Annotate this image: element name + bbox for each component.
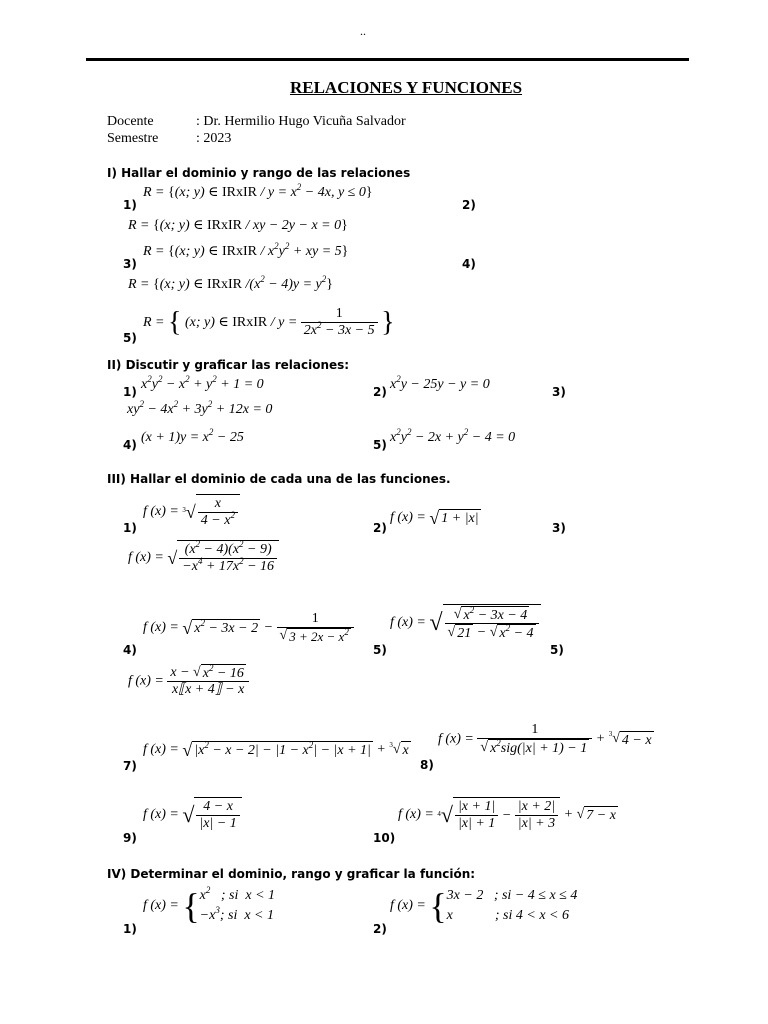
function-formula: f (x) = $\frac{x - √ x^2 - 16}{x⟦x + 4⟧ - x}$ bbox=[128, 664, 249, 698]
function-formula: f (x) = √ $|x^2 - x - 2| - |1 - x^2| - |x + 1| + ^3√$ x bbox=[143, 740, 409, 760]
semester-label: Semestre bbox=[107, 131, 159, 146]
relation-formula: R = {(x; y) ∈ IRxIR / xy − 2y − x = 0} bbox=[128, 218, 348, 233]
function-formula: f (x) = √ 1 + |x| bbox=[390, 508, 479, 528]
function-formula: f (x) = √ $\frac{4 - x}{|x| - 1}$ bbox=[143, 797, 242, 832]
item-number: 2) bbox=[373, 385, 387, 399]
item-number: 2) bbox=[373, 521, 387, 535]
page-title: RELACIONES Y FUNCIONES bbox=[289, 78, 523, 97]
section-1-heading: I) Hallar el dominio y rango de las relaciones bbox=[107, 166, 411, 180]
item-number: 1) bbox=[123, 521, 137, 535]
item-number: 7) bbox=[123, 759, 137, 773]
item-number: 1) bbox=[123, 922, 137, 936]
header-rule bbox=[86, 58, 689, 61]
semester-value: : 2023 bbox=[196, 131, 232, 146]
teacher-label: Docente bbox=[107, 114, 154, 129]
relation-equation: $x^2y^2 - x^2 + y^2 + 1 = 0$ bbox=[141, 374, 264, 392]
item-number: 1) bbox=[123, 198, 137, 212]
item-number: 1) bbox=[123, 385, 137, 399]
function-formula: f (x) = √ $\frac{(x^2 - 4)(x^2 - 9)}{-x^4 + 17x^2 - 16}$ bbox=[128, 540, 279, 575]
item-number: 8) bbox=[420, 758, 434, 772]
relation-formula: R = {(x; y) ∈ IRxIR / $x^2y^2$ + xy = 5} bbox=[143, 241, 349, 259]
relation-formula: R = {(x; y) ∈ IRxIR $/(x^2 - 4)y = y^2$} bbox=[128, 274, 333, 292]
header-dots: .. bbox=[360, 24, 366, 38]
relation-equation: $xy^2 - 4x^2 + 3y^2 + 12x = 0$ bbox=[127, 399, 273, 417]
item-number: 5) bbox=[373, 438, 387, 452]
relation-equation: $(x + 1)y = x^2 - 25$ bbox=[141, 427, 244, 445]
item-number: 2) bbox=[462, 198, 476, 212]
section-3-heading: III) Hallar el dominio de cada una de las funciones. bbox=[107, 472, 451, 486]
relation-equation: $x^2y - 25y - y = 0$ bbox=[390, 374, 490, 392]
relation-formula: R = { (x; y) ∈ IRxIR / y = $\frac{1}{2x^2 - 3x - 5}$ } bbox=[143, 306, 395, 339]
function-formula: f (x) = $^3$√ $\frac{x}{4 - x^2}$ bbox=[143, 494, 240, 529]
section-2-heading: II) Discutir y graficar las relaciones: bbox=[107, 358, 350, 372]
function-formula: f (x) = $^4$√ $\frac{|x + 1|}{|x| + 1}$ − $\frac{|x + 2|}{|x| + 3}$ + √ 7 − x bbox=[398, 799, 616, 832]
item-number: 3) bbox=[123, 257, 137, 271]
function-formula: f (x) = √ $\frac{√ x^2 - 3x - 4}{√ 21 - √ x^2 - 4}$ bbox=[390, 604, 541, 642]
item-number: 5) bbox=[550, 643, 564, 657]
relation-equation: $x^2y^2 - 2x + y^2 - 4 = 0$ bbox=[390, 427, 516, 445]
function-formula: f (x) = $\frac{1}{√ x^2sig(|x| + 1) - 1}$ + $^3$√ 4 − x bbox=[438, 722, 652, 757]
piecewise-function: f (x) = { $x^2$ ; si x < 1 $-x^3$; si x < 1 bbox=[143, 885, 276, 926]
piecewise-function: f (x) = { 3x − 2 ; si − 4 ≤ x ≤ 4 x ; si 4 < x < 6 bbox=[390, 885, 578, 926]
teacher-value: : Dr. Hermilio Hugo Vicuña Salvador bbox=[196, 114, 406, 129]
item-number: 9) bbox=[123, 831, 137, 845]
item-number: 5) bbox=[373, 643, 387, 657]
item-number: 10) bbox=[373, 831, 396, 845]
item-number: 4) bbox=[123, 438, 137, 452]
item-number: 4) bbox=[123, 643, 137, 657]
item-number: 3) bbox=[552, 521, 566, 535]
item-number: 2) bbox=[373, 922, 387, 936]
item-number: 4) bbox=[462, 257, 476, 271]
relation-formula: R = {(x; y) ∈ IRxIR / $y = x^2 - 4x$, y ≤ 0} bbox=[143, 182, 373, 200]
item-number: 3) bbox=[552, 385, 566, 399]
item-number: 5) bbox=[123, 331, 137, 345]
function-formula: f (x) = √ $x^2 - 3x - 2$ − $\frac{1}{√ 3 + 2x - x^2}$ bbox=[143, 611, 354, 645]
section-4-heading: IV) Determinar el dominio, rango y graficar la función: bbox=[107, 867, 476, 881]
